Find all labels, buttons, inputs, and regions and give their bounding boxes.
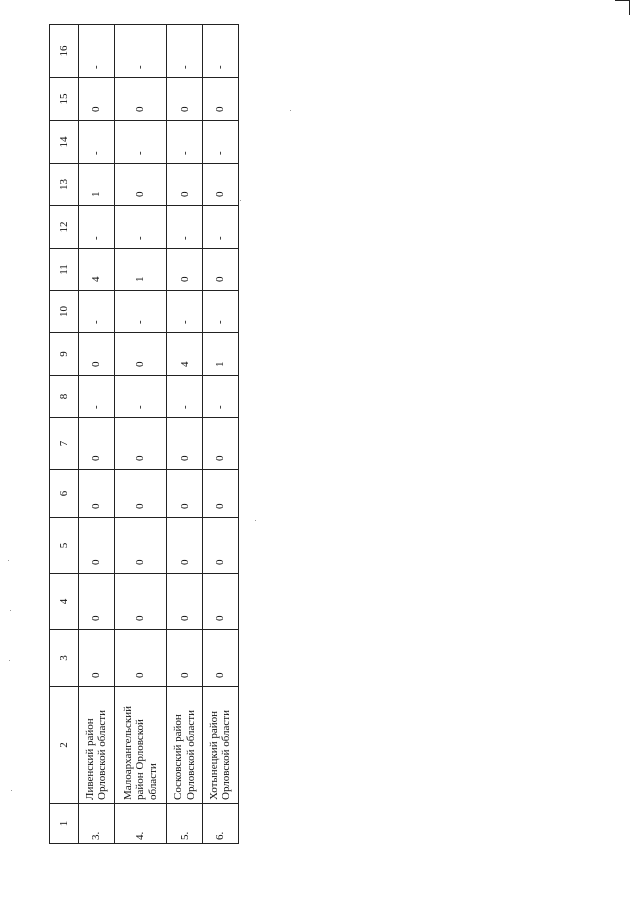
scan-speck: [290, 110, 291, 111]
header-row: [50, 25, 79, 844]
value-cell: -: [114, 206, 166, 249]
value-cell: 0: [114, 78, 166, 121]
value-cell: -: [167, 121, 203, 164]
header-cell: 1: [50, 804, 79, 844]
value-cell: 0: [202, 418, 238, 470]
table-row: [79, 25, 115, 844]
value-cell: -: [114, 291, 166, 333]
value-cell: -: [202, 121, 238, 164]
value-cell: 0: [114, 630, 166, 687]
value-cell: 0: [167, 164, 203, 206]
row-number-cell: 4.: [114, 804, 166, 844]
scan-corner-mark: [615, 0, 630, 15]
header-cell: 10: [50, 291, 79, 333]
value-cell: 1: [202, 333, 238, 376]
value-cell: 0: [114, 418, 166, 470]
value-cell: -: [202, 376, 238, 418]
value-cell: 0: [114, 333, 166, 376]
value-cell: 0: [202, 78, 238, 121]
table-row: [114, 25, 166, 844]
scan-speck: [9, 660, 10, 661]
row-number-cell: 3.: [79, 804, 115, 844]
value-cell: -: [79, 25, 115, 78]
value-cell: 0: [167, 78, 203, 121]
value-cell: -: [202, 25, 238, 78]
header-cell: 4: [50, 574, 79, 630]
value-cell: 0: [202, 518, 238, 574]
scan-speck: [8, 560, 9, 561]
table-row: [202, 25, 238, 844]
district-name-cell: Хотынецкий район Орловской области: [202, 687, 238, 804]
district-name-cell: Сосковский район Орловской области: [167, 687, 203, 804]
value-cell: 0: [167, 249, 203, 291]
header-cell: 5: [50, 518, 79, 574]
value-cell: -: [167, 291, 203, 333]
header-cell: 11: [50, 249, 79, 291]
statistics-table: [49, 24, 239, 844]
district-name-cell: Малоархангельский район Орловской области: [114, 687, 166, 804]
header-cell: 12: [50, 206, 79, 249]
value-cell: 0: [79, 333, 115, 376]
header-cell: 13: [50, 164, 79, 206]
value-cell: 0: [79, 418, 115, 470]
value-cell: -: [167, 376, 203, 418]
value-cell: -: [167, 206, 203, 249]
header-cell: 9: [50, 333, 79, 376]
scan-speck: [240, 200, 241, 201]
scan-speck: [10, 610, 11, 611]
header-cell: 15: [50, 78, 79, 121]
table-row: [167, 25, 203, 844]
value-cell: 4: [167, 333, 203, 376]
value-cell: 0: [114, 470, 166, 518]
value-cell: 0: [202, 249, 238, 291]
header-cell: 2: [50, 687, 79, 804]
header-cell: 16: [50, 25, 79, 78]
value-cell: 0: [202, 164, 238, 206]
header-cell: 3: [50, 630, 79, 687]
district-name-cell: Ливенский район Орловской области: [79, 687, 115, 804]
value-cell: 0: [202, 630, 238, 687]
value-cell: 4: [79, 249, 115, 291]
value-cell: -: [79, 206, 115, 249]
value-cell: -: [167, 25, 203, 78]
value-cell: -: [202, 206, 238, 249]
value-cell: 0: [167, 630, 203, 687]
value-cell: 0: [79, 630, 115, 687]
value-cell: 0: [167, 418, 203, 470]
value-cell: 0: [79, 470, 115, 518]
header-cell: 7: [50, 418, 79, 470]
value-cell: 0: [114, 518, 166, 574]
value-cell: -: [79, 291, 115, 333]
scan-speck: [11, 790, 12, 791]
header-cell: 8: [50, 376, 79, 418]
value-cell: 0: [202, 574, 238, 630]
scan-speck: [255, 520, 256, 521]
value-cell: 0: [79, 78, 115, 121]
rotated-table-frame: [49, 34, 239, 844]
value-cell: -: [114, 25, 166, 78]
value-cell: -: [114, 376, 166, 418]
value-cell: -: [202, 291, 238, 333]
value-cell: 1: [114, 249, 166, 291]
header-cell: 6: [50, 470, 79, 518]
value-cell: 0: [167, 470, 203, 518]
value-cell: -: [79, 121, 115, 164]
row-number-cell: 5.: [167, 804, 203, 844]
value-cell: 0: [167, 518, 203, 574]
value-cell: 1: [79, 164, 115, 206]
value-cell: -: [79, 376, 115, 418]
value-cell: 0: [167, 574, 203, 630]
value-cell: 0: [114, 574, 166, 630]
value-cell: -: [114, 121, 166, 164]
row-number-cell: 6.: [202, 804, 238, 844]
value-cell: 0: [202, 470, 238, 518]
value-cell: 0: [79, 518, 115, 574]
value-cell: 0: [114, 164, 166, 206]
header-cell: 14: [50, 121, 79, 164]
value-cell: 0: [79, 574, 115, 630]
